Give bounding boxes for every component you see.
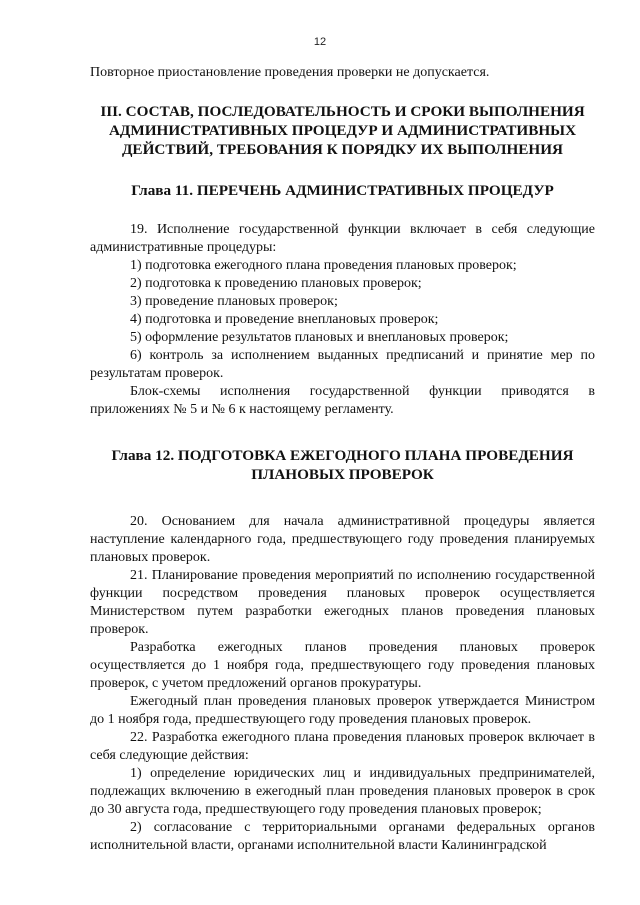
paragraph-22-item-2: 2) согласование с территориальными органами федеральных органов исполнительной власти, органами исполнительной власти Калининградской bbox=[90, 820, 595, 853]
flowcharts-paragraph: Блок-схемы исполнения государственной функции приводятся в приложениях № 5 и № 6 к настоящему регламенту. bbox=[90, 384, 595, 417]
chapter-12-title: Глава 12. ПОДГОТОВКА ЕЖЕГОДНОГО ПЛАНА ПРОВЕДЕНИЯ ПЛАНОВЫХ ПРОВЕРОК bbox=[111, 447, 574, 483]
page-number: 12 bbox=[313, 36, 327, 48]
paragraph-21: 21. Планирование проведения мероприятий по исполнению государственной функции посредством проведения плановых проверок осуществляется Министерством путем разработки ежегодных планов проведения плановых проверок. bbox=[90, 568, 595, 637]
chapter-11-title: Глава 11. ПЕРЕЧЕНЬ АДМИНИСТРАТИВНЫХ ПРОЦЕДУР bbox=[131, 182, 554, 199]
procedure-item-1: 1) подготовка ежегодного плана проведения плановых проверок; bbox=[130, 258, 517, 273]
paragraph-19: 19. Исполнение государственной функции включает в себя следующие административные процедуры: bbox=[90, 222, 595, 255]
procedure-item-4: 4) подготовка и проведение внеплановых проверок; bbox=[130, 312, 439, 327]
paragraph-22: 22. Разработка ежегодного плана проведения плановых проверок включает в себя следующие действия: bbox=[90, 730, 595, 763]
intro-paragraph: Повторное приостановление проведения проверки не допускается. bbox=[90, 65, 490, 80]
paragraph-20: 20. Основанием для начала административной процедуры является наступление календарного года, предшествующего году проведения планируемых плановых проверок. bbox=[90, 514, 595, 565]
procedure-item-6: 6) контроль за исполнением выданных предписаний и принятие мер по результатам проверок. bbox=[90, 348, 595, 381]
procedure-item-2: 2) подготовка к проведению плановых проверок; bbox=[130, 276, 422, 291]
paragraph-21-approval: Ежегодный план проведения плановых проверок утверждается Министром до 1 ноября года, предшествующего году проведения плановых проверок. bbox=[90, 694, 595, 727]
paragraph-22-item-1: 1) определение юридических лиц и индивидуальных предпринимателей, подлежащих включению в ежегодный план проведения плановых проверок в срок до 30 августа года, предшествующего году проведения плановых проверок; bbox=[90, 766, 595, 817]
procedure-item-5: 5) оформление результатов плановых и внеплановых проверок; bbox=[130, 330, 509, 345]
procedure-item-3: 3) проведение плановых проверок; bbox=[130, 294, 338, 309]
paragraph-21-development: Разработка ежегодных планов проведения плановых проверок осуществляется до 1 ноября года, предшествующего году проведения плановых проверок, с учетом предложений органов прокуратуры. bbox=[90, 640, 595, 691]
page-content bbox=[90, 64, 595, 855]
section-title: III. СОСТАВ, ПОСЛЕДОВАТЕЛЬНОСТЬ И СРОКИ ВЫПОЛНЕНИЯ АДМИНИСТРАТИВНЫХ ПРОЦЕДУР И АДМИНИСТРАТИВНЫХ ДЕЙСТВИЙ, ТРЕБОВАНИЯ К ПОРЯДКУ ИХ ВЫПОЛНЕНИЯ bbox=[100, 103, 585, 158]
